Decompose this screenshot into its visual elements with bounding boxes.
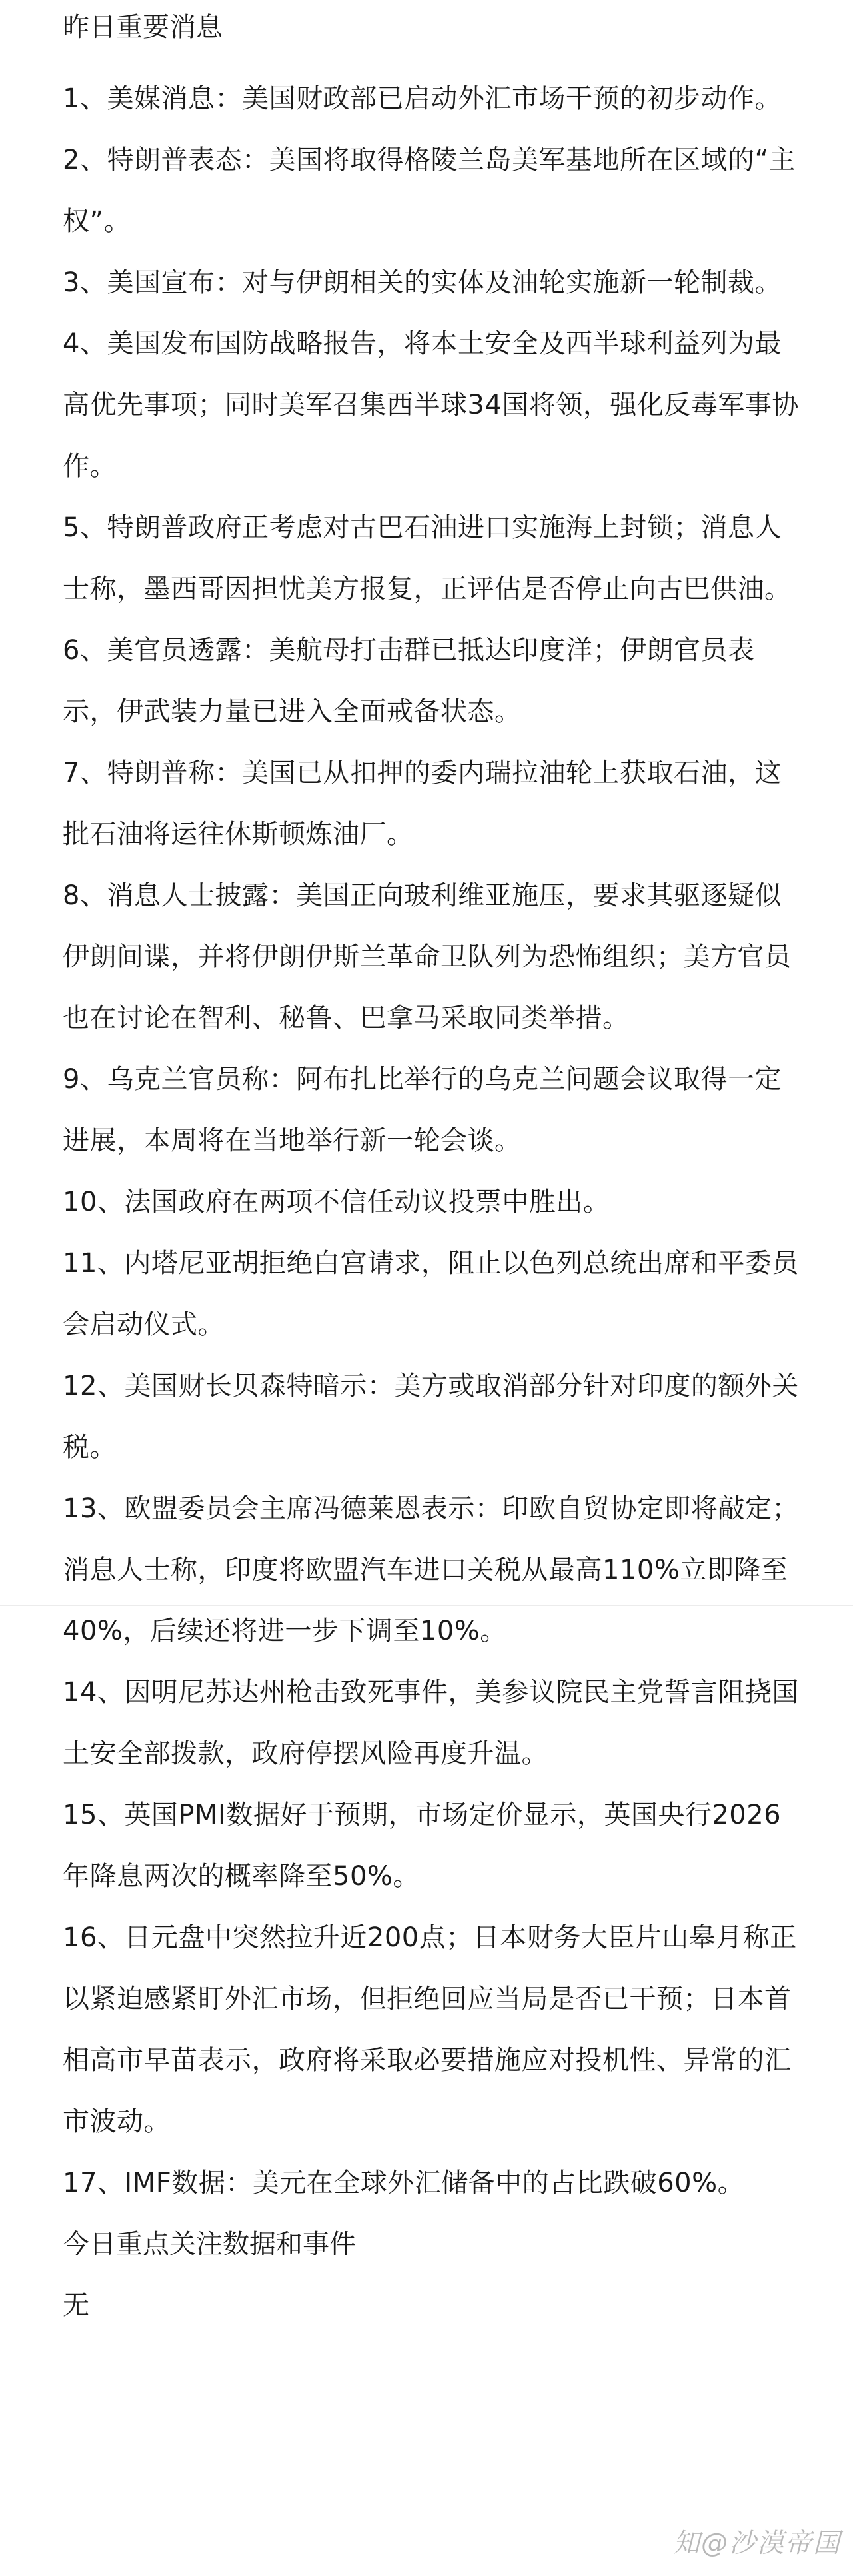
watermark: 知@沙漠帝国 (673, 2528, 841, 2559)
news-item: 4、美国发布国防战略报告，将本土安全及西半球利益列为最高优先事项；同时美军召集西半球34国将领，强化反毒军事协作。 (63, 328, 799, 482)
news-item: 6、美官员透露：美航母打击群已抵达印度洋；伊朗官员表示，伊武装力量已进入全面戒备状态。 (63, 635, 755, 727)
news-item: 13、欧盟委员会主席冯德莱恩表示：印欧自贸协定即将敲定；消息人士称，印度将欧盟汽车进口关税从最高110%立即降至40%，后续还将进一步下调至10%。 (63, 1493, 799, 1646)
section-title-today: 今日重点关注数据和事件 (63, 2229, 356, 2259)
news-item: 3、美国宣布：对与伊朗相关的实体及油轮实施新一轮制裁。 (63, 267, 782, 298)
divider (0, 1605, 853, 1606)
section-title-yesterday: 昨日重要消息 (63, 12, 223, 43)
news-item: 1、美媒消息：美国财政部已启动外汇市场干预的初步动作。 (63, 83, 782, 114)
today-content: 无 (63, 2290, 89, 2321)
news-item: 7、特朗普称：美国已从扣押的委内瑞拉油轮上获取石油，这批石油将运往休斯顿炼油厂。 (63, 758, 782, 850)
news-item: 12、美国财长贝森特暗示：美方或取消部分针对印度的额外关税。 (63, 1371, 799, 1463)
news-item: 5、特朗普政府正考虑对古巴石油进口实施海上封锁；消息人士称，墨西哥因担忧美方报复，正评估是否停止向古巴供油。 (63, 512, 792, 604)
news-item: 2、特朗普表态：美国将取得格陵兰岛美军基地所在区域的“主权”。 (63, 145, 796, 237)
news-item: 8、消息人士披露：美国正向玻利维亚施压，要求其驱逐疑似伊朗间谍，并将伊朗伊斯兰革命卫队列为恐怖组织；美方官员也在讨论在智利、秘鲁、巴拿马采取同类举措。 (63, 880, 792, 1033)
news-item: 11、内塔尼亚胡拒绝白宫请求，阻止以色列总统出席和平委员会启动仪式。 (63, 1248, 799, 1340)
news-item: 15、英国PMI数据好于预期，市场定价显示，英国央行2026年降息两次的概率降至50%。 (63, 1800, 782, 1892)
news-item: 16、日元盘中突然拉升近200点；日本财务大臣片山皋月称正以紧迫感紧盯外汇市场，但拒绝回应当局是否已干预；日本首相高市早苗表示，政府将采取必要措施应对投机性、异常的汇市波动。 (63, 1922, 797, 2137)
news-list (63, 68, 804, 2214)
news-item: 17、IMF数据：美元在全球外汇储备中的占比跌破60%。 (63, 2168, 745, 2198)
news-item: 9、乌克兰官员称：阿布扎比举行的乌克兰问题会议取得一定进展，本周将在当地举行新一轮会谈。 (63, 1064, 782, 1156)
news-item: 14、因明尼苏达州枪击致死事件，美参议院民主党誓言阻挠国土安全部拨款，政府停摆风险再度升温。 (63, 1677, 799, 1769)
news-item: 10、法国政府在两项不信任动议投票中胜出。 (63, 1187, 610, 1217)
